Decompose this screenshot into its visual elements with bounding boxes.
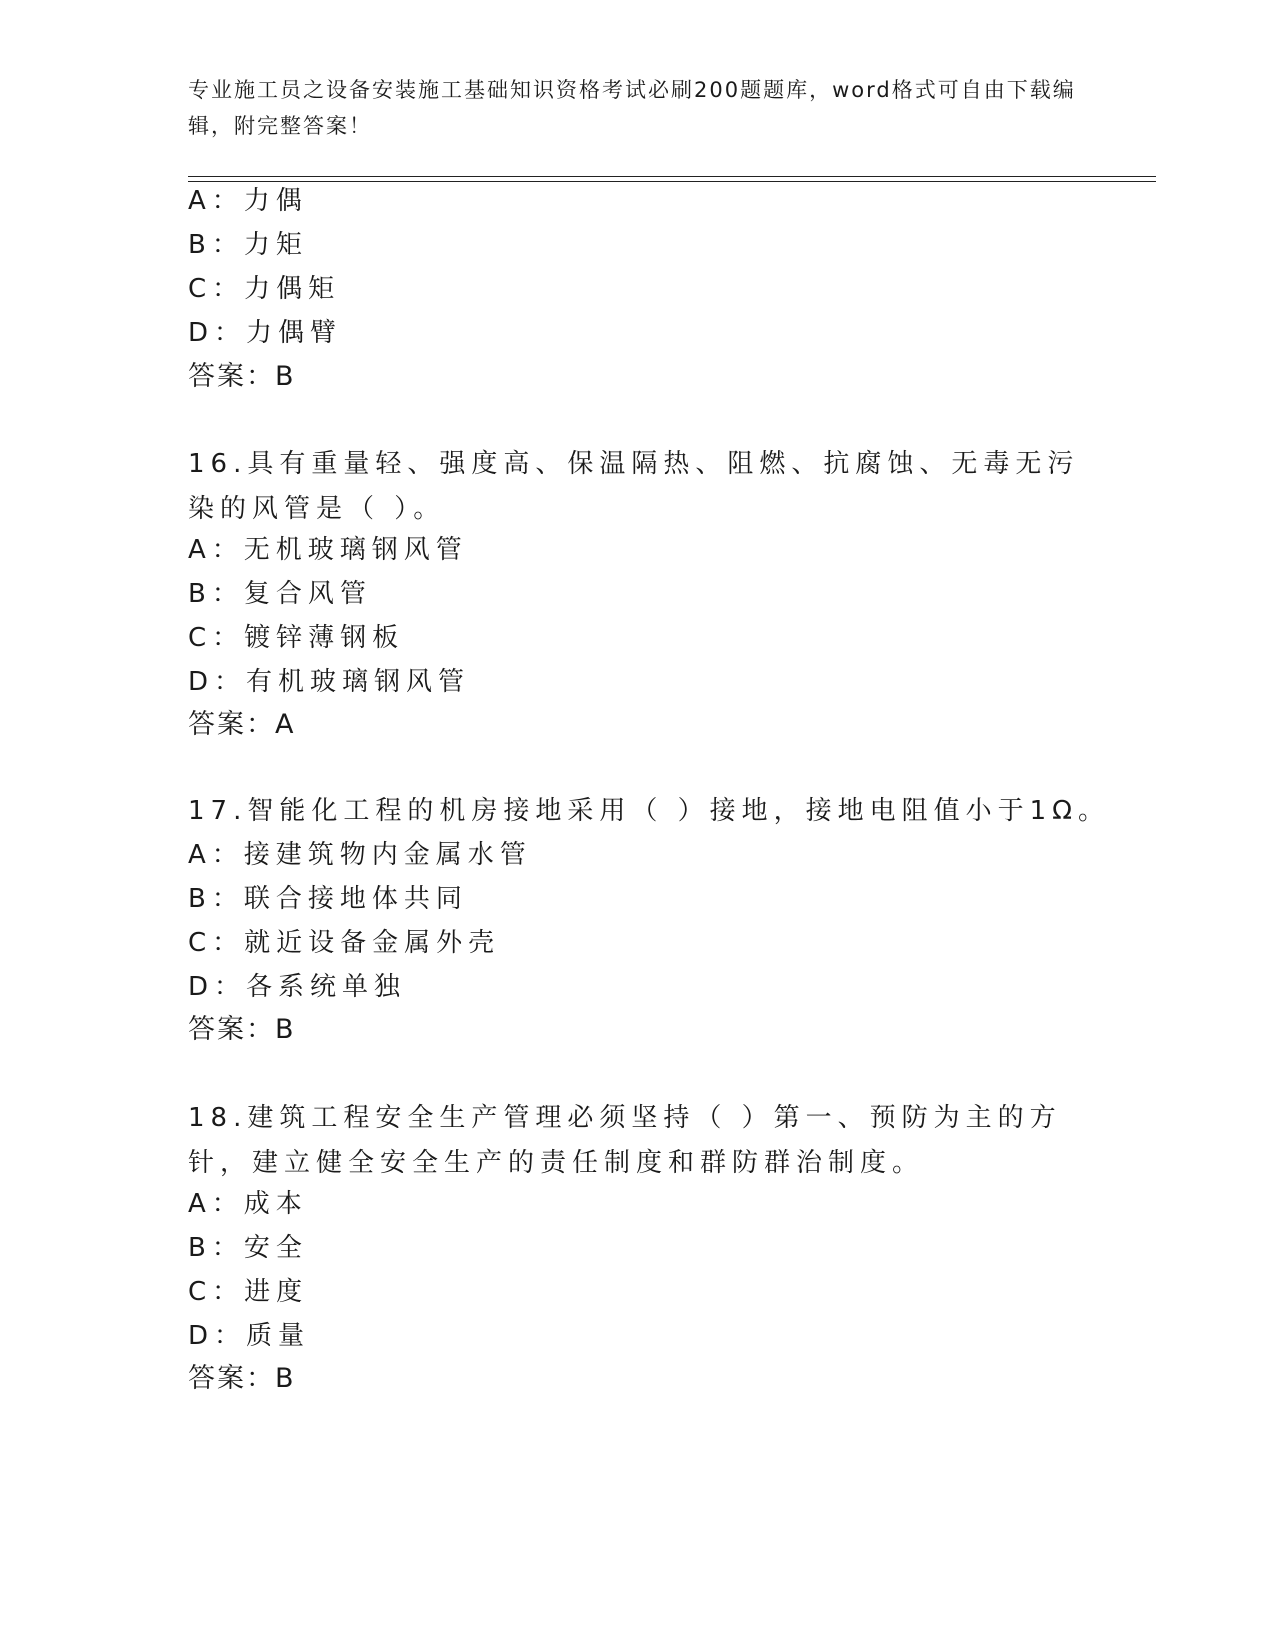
q18-option-c: C：进度: [188, 1277, 309, 1307]
q18-option-a: A：成本: [188, 1189, 308, 1219]
header-divider: [188, 176, 1156, 182]
q16-option-a: A：无机玻璃钢风管: [188, 535, 468, 565]
document-header: 专业施工员之设备安装施工基础知识资格考试必刷200题题库，word格式可自由下载编辑，附完整答案！: [188, 78, 1076, 138]
q18-option-b: B：安全: [188, 1233, 308, 1263]
q17-option-b: B：联合接地体共同: [188, 884, 468, 914]
q16-option-b: B：复合风管: [188, 579, 372, 609]
q15-option-d: D：力偶臂: [188, 318, 343, 348]
q17-option-a: A：接建筑物内金属水管: [188, 840, 532, 870]
q15-option-b: B：力矩: [188, 230, 308, 260]
q16-stem: 16.具有重量轻、强度高、保温隔热、阻燃、抗腐蚀、无毒无污染的风管是（ ）。: [188, 449, 1080, 524]
q15-option-a: A：力偶: [188, 186, 308, 216]
q16-option-c: C：镀锌薄钢板: [188, 623, 405, 653]
q18-answer: 答案：B: [188, 1363, 296, 1394]
q16-answer: 答案：A: [188, 709, 296, 740]
q17-option-c: C：就近设备金属外壳: [188, 928, 501, 958]
q18-option-d: D：质量: [188, 1321, 311, 1351]
q18-stem: 18.建筑工程安全生产管理必须坚持（ ）第一、预防为主的方针，建立健全安全生产的责任制度和群防群治制度。: [188, 1103, 1062, 1178]
q17-option-d: D：各系统单独: [188, 972, 407, 1002]
q17-stem: 17.智能化工程的机房接地采用（ ）接地，接地电阻值小于1Ω。: [188, 796, 1111, 826]
q17-answer: 答案：B: [188, 1014, 296, 1045]
q15-answer: 答案：B: [188, 361, 296, 392]
q15-option-c: C：力偶矩: [188, 274, 341, 304]
q16-option-d: D：有机玻璃钢风管: [188, 667, 471, 697]
